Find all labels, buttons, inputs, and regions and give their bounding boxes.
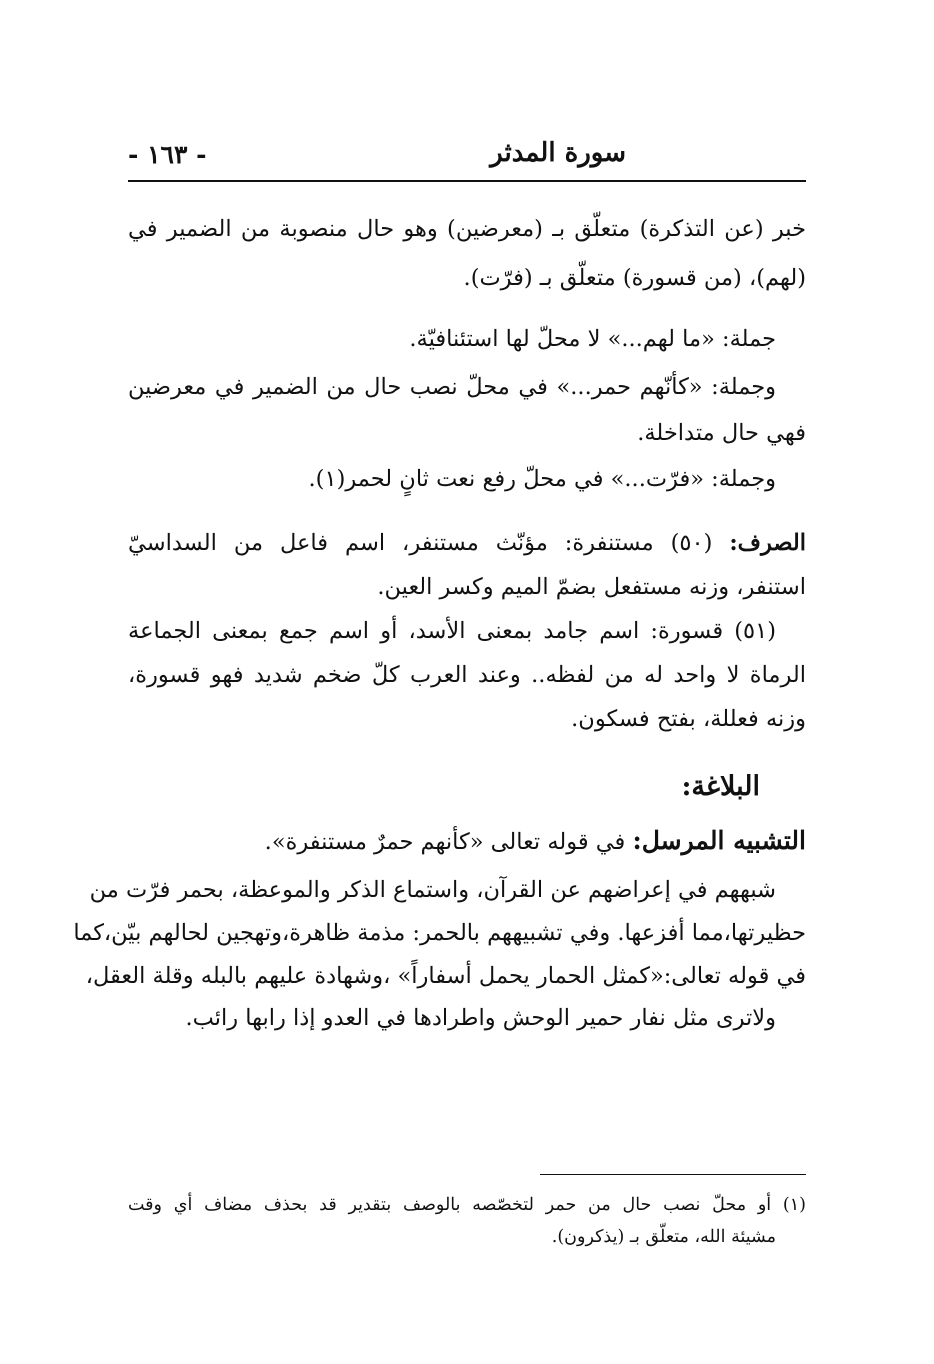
balagha-line-3: في قوله تعالى:«كمثل الحمار يحمل أسفاراً» ،وشهادة عليهم بالبله وقلة العقل،: [85, 963, 806, 989]
irab-line-6: وجملة: «فرّت...» في محلّ رفع نعت ثانٍ لحمر(١).: [308, 466, 776, 492]
irab-line-5: فهي حال متداخلة.: [637, 420, 806, 446]
irab-line-3: جملة: «ما لهم...» لا محلّ لها استئنافيّة.: [409, 326, 776, 352]
balagha-line-1: شبههم في إعراضهم عن القرآن، واستماع الذكر والموعظة، بحمر فرّت من: [89, 877, 776, 903]
tashbih-text: في قوله تعالى «كأنهم حمرٌ مستنفرة».: [264, 829, 626, 855]
balagha-line-4: ولاترى مثل نفار حمير الوحش واطرادها في العدو إذا رابها رائب.: [185, 1005, 776, 1031]
surah-title: سورة المدثر: [490, 138, 626, 168]
footnote-line-2: مشيئة الله، متعلّق بـ (يذكرون).: [551, 1227, 776, 1247]
balagha-heading: البلاغة:: [681, 771, 760, 802]
sarf-line-2: استنفر، وزنه مستفعل بضمّ الميم وكسر العين.: [377, 574, 806, 600]
footnote-line-1: (١) أو محلّ نصب حال من حمر لتخصّصه بالوصف بتقدير قد بحذف مضاف أي وقت: [128, 1195, 806, 1215]
tashbih-label: التشبيه المرسل:: [632, 826, 806, 855]
balagha-line-2: حظيرتها،مما أفزعها. وفي تشبيههم بالحمر: مذمة ظاهرة،وتهجين لحالهم بيّن،كما: [73, 920, 806, 946]
footnote-divider: [540, 1174, 806, 1175]
sarf-line-5: وزنه فعللة، بفتح فسكون.: [571, 706, 806, 732]
irab-line-2: (لهم)، (من قسورة) متعلّق بـ (فرّت).: [463, 265, 806, 291]
sarf-label: الصرف:: [729, 530, 806, 556]
sarf-line-4: الرماة لا واحد له من لفظه.. وعند العرب كلّ ضخم شديد فهو قسورة،: [128, 662, 806, 688]
irab-line-1: خبر (عن التذكرة) متعلّق بـ (معرضين) وهو حال منصوبة من الضمير في: [128, 216, 806, 242]
page-number: - ١٦٣ -: [128, 140, 207, 169]
sarf-line-1-text: (٥٠) مستنفرة: مؤنّث مستنفر، اسم فاعل من السداسيّ: [128, 530, 713, 556]
sarf-line-1: [128, 528, 806, 558]
tashbih-line: [265, 826, 806, 857]
sarf-line-3: (٥١) قسورة: اسم جامد بمعنى الأسد، أو اسم جمع بمعنى الجماعة: [128, 618, 776, 644]
page-header: [128, 138, 806, 182]
irab-line-4: وجملة: «كأنّهم حمر...» في محلّ نصب حال من الضمير في معرضين: [128, 374, 776, 400]
